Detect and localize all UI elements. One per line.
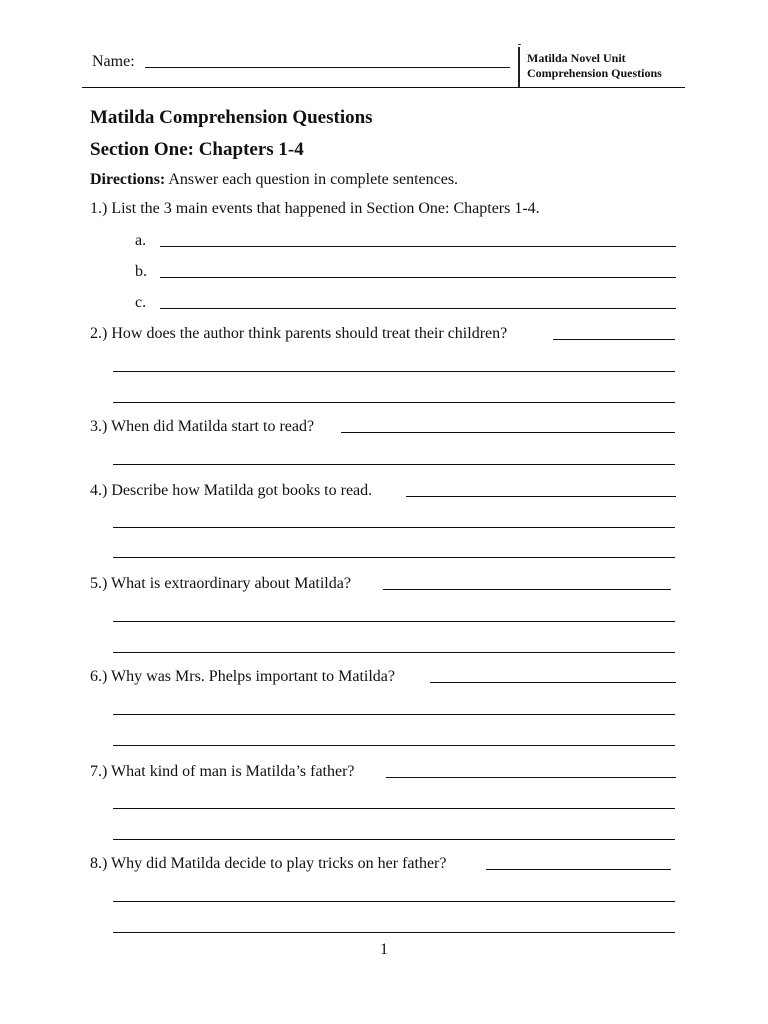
answer-line-1a[interactable] bbox=[160, 246, 676, 247]
answer-line-4-1[interactable] bbox=[113, 527, 675, 528]
answer-line-8-2[interactable] bbox=[113, 932, 675, 933]
question-8: 8.) Why did Matilda decide to play tricks on her father? bbox=[90, 855, 447, 872]
question-1: 1.) List the 3 main events that happened in Section One: Chapters 1-4. bbox=[90, 200, 540, 217]
header-divider bbox=[518, 47, 520, 87]
sub-item-a-label: a. bbox=[135, 232, 147, 249]
section-title: Section One: Chapters 1-4 bbox=[90, 139, 304, 160]
answer-line-6-inline[interactable] bbox=[430, 682, 676, 683]
answer-line-2-1[interactable] bbox=[113, 371, 675, 372]
answer-line-5-2[interactable] bbox=[113, 652, 675, 653]
answer-line-6-1[interactable] bbox=[113, 714, 675, 715]
answer-line-7-2[interactable] bbox=[113, 839, 675, 840]
answer-line-7-inline[interactable] bbox=[386, 777, 676, 778]
answer-line-5-inline[interactable] bbox=[383, 589, 671, 590]
unit-title: Matilda Novel Unit bbox=[527, 51, 626, 65]
question-2: 2.) How does the author think parents should treat their children? bbox=[90, 325, 508, 342]
question-5: 5.) What is extraordinary about Matilda? bbox=[90, 575, 351, 592]
directions-text: Answer each question in complete sentences. bbox=[168, 171, 459, 188]
question-3: 3.) When did Matilda start to read? bbox=[90, 418, 315, 435]
name-field[interactable] bbox=[145, 67, 510, 68]
unit-subtitle: Comprehension Questions bbox=[527, 66, 662, 80]
answer-line-1b[interactable] bbox=[160, 277, 676, 278]
name-label: Name: bbox=[92, 53, 135, 70]
sub-item-b-label: b. bbox=[135, 263, 147, 280]
answer-line-8-inline[interactable] bbox=[486, 869, 671, 870]
question-7: 7.) What kind of man is Matilda’s father? bbox=[90, 763, 355, 780]
answer-line-3-inline[interactable] bbox=[341, 432, 675, 433]
answer-line-4-2[interactable] bbox=[113, 557, 675, 558]
header-rule bbox=[82, 87, 685, 88]
answer-line-2-inline[interactable] bbox=[553, 339, 675, 340]
page-title: Matilda Comprehension Questions bbox=[90, 107, 373, 128]
answer-line-5-1[interactable] bbox=[113, 621, 675, 622]
answer-line-7-1[interactable] bbox=[113, 808, 675, 809]
question-4: 4.) Describe how Matilda got books to read. bbox=[90, 482, 373, 499]
answer-line-4-inline[interactable] bbox=[406, 496, 676, 497]
answer-line-6-2[interactable] bbox=[113, 745, 675, 746]
answer-line-2-2[interactable] bbox=[113, 402, 675, 403]
sub-item-c-label: c. bbox=[135, 294, 147, 311]
page-number: 1 bbox=[380, 941, 388, 958]
question-6: 6.) Why was Mrs. Phelps important to Matilda? bbox=[90, 668, 395, 685]
directions-label: Directions: bbox=[90, 171, 166, 188]
answer-line-1c[interactable] bbox=[160, 308, 676, 309]
answer-line-3-1[interactable] bbox=[113, 464, 675, 465]
directions bbox=[90, 170, 458, 190]
answer-line-8-1[interactable] bbox=[113, 901, 675, 902]
